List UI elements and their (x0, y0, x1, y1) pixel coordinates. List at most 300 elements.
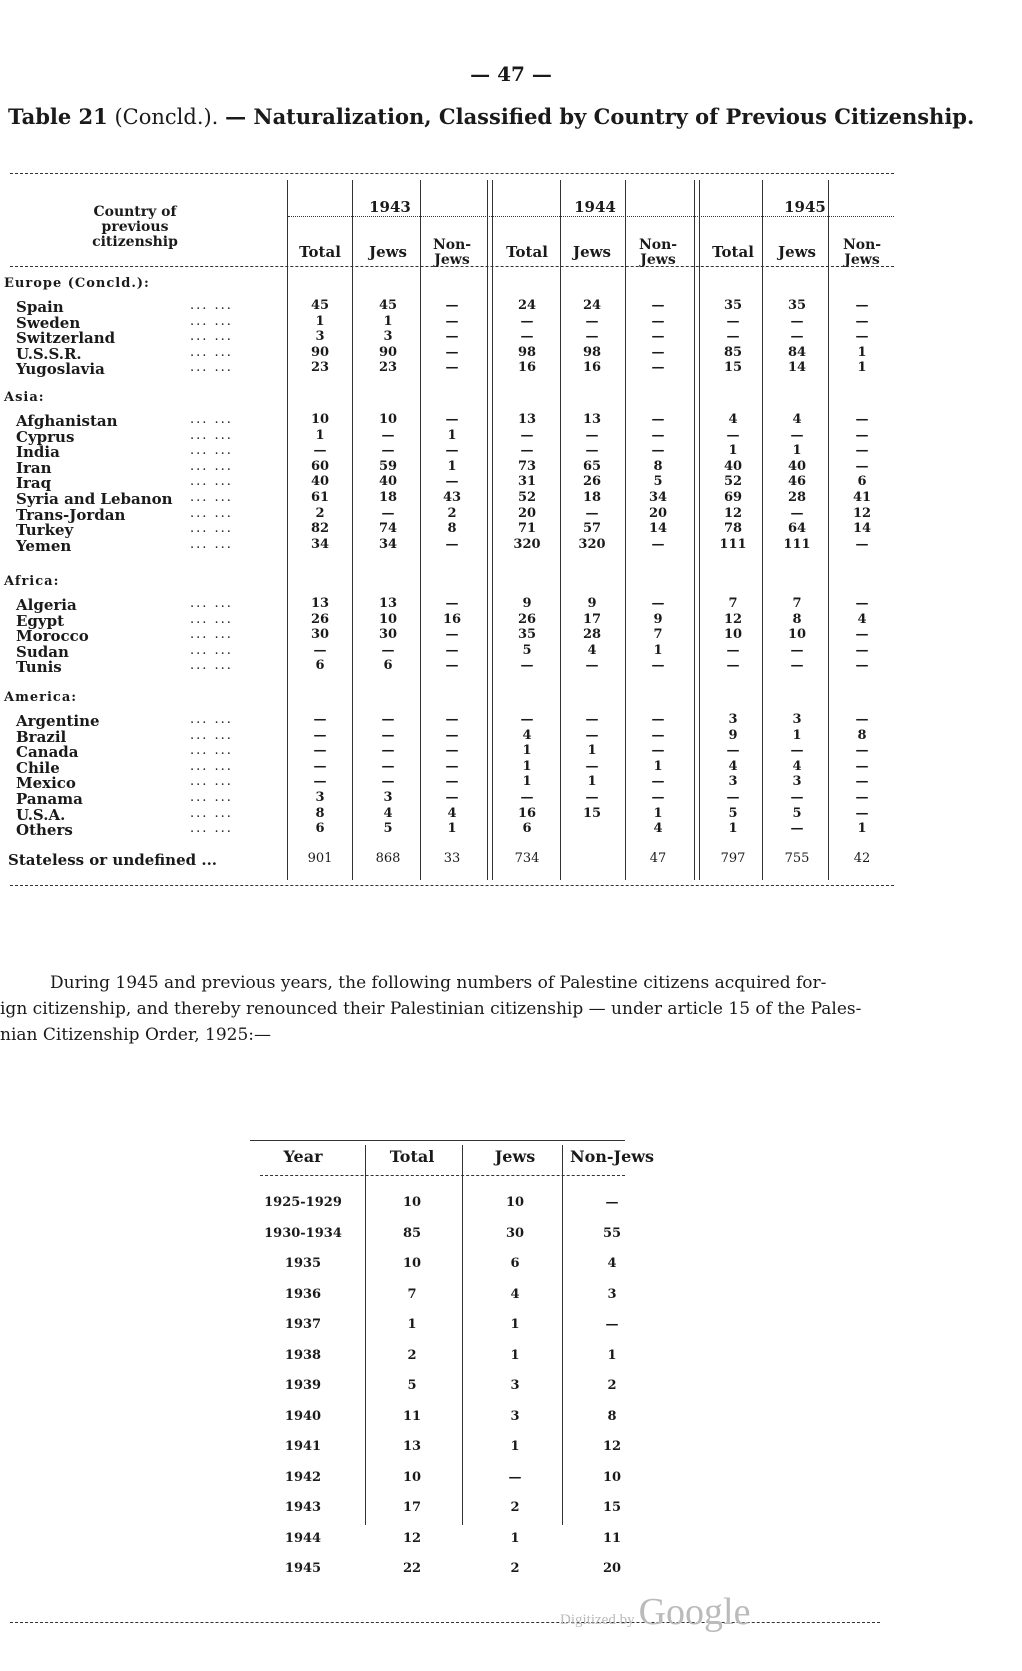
table-cell: — (855, 412, 869, 427)
paragraph-line: ign citizenship, and thereby renounced their Palestinian citizenship — under article 15 of the Pales- (0, 999, 862, 1019)
country-name: Argentine (16, 712, 100, 730)
table-cell: — (651, 298, 665, 313)
country-name: Yugoslavia (16, 360, 105, 379)
country-name: Others (16, 821, 73, 840)
table-cell: — (855, 627, 869, 643)
region-label: Africa: (4, 574, 60, 589)
country-name: Cyprus (16, 427, 75, 446)
table-cell: 12 (852, 505, 872, 521)
table-cell: — (790, 505, 804, 521)
table-cell: 45 (310, 298, 330, 313)
table-cell: — (855, 712, 869, 727)
table2-cell: 17 (402, 1500, 422, 1515)
table-cell: — (651, 790, 665, 805)
table-cell: 6 (522, 821, 532, 837)
table-cell: 24 (517, 298, 537, 313)
table-title (8, 104, 974, 129)
table-cell: 1 (792, 727, 802, 743)
table-cell: 901 (307, 851, 333, 866)
column-divider (625, 180, 626, 880)
table-cell: — (445, 360, 459, 376)
table-cell: — (790, 427, 804, 443)
table2-cell: 20 (602, 1561, 622, 1576)
table2-header: Jews (494, 1147, 536, 1166)
table-cell: — (726, 427, 740, 443)
table-cell: 755 (784, 851, 810, 866)
table1-top-rule (10, 173, 894, 174)
country-name: Panama (16, 790, 83, 808)
table-cell: 30 (378, 627, 398, 643)
table2-year: 1930-1934 (264, 1225, 342, 1241)
subheader-non-jews: Non- Jews (432, 237, 472, 268)
table-cell: — (585, 505, 599, 521)
table2-cell: — (508, 1469, 522, 1485)
table-cell: 35 (787, 298, 807, 313)
country-name: Brazil (16, 727, 67, 746)
column-divider (365, 1145, 366, 1525)
table2-cell: 5 (407, 1378, 417, 1393)
table-cell: 18 (582, 490, 602, 505)
table1-bottom-rule (10, 885, 894, 886)
table-cell: 71 (517, 521, 537, 537)
watermark-small: Digitized by (560, 1612, 635, 1628)
table-cell: — (855, 536, 869, 552)
table-cell: 4 (728, 758, 738, 774)
table-cell: 12 (723, 611, 743, 627)
table-cell: 26 (310, 611, 330, 627)
table-cell: 14 (852, 521, 872, 537)
table-cell: — (445, 412, 459, 427)
table-cell: — (381, 774, 395, 790)
table-cell: — (651, 712, 665, 727)
table-cell: 74 (378, 521, 398, 537)
table-cell: 1 (857, 360, 867, 376)
table-cell: 1 (447, 458, 457, 474)
leader-dots: ... ... (190, 642, 233, 658)
table-cell: — (520, 313, 534, 329)
table-cell: 13 (378, 596, 398, 611)
table-cell: — (651, 743, 665, 759)
table2-cell: 11 (402, 1408, 422, 1424)
table2-year: 1945 (284, 1561, 322, 1576)
table-cell: — (313, 443, 327, 459)
country-name: Chile (16, 758, 60, 777)
table2-cell: 2 (510, 1561, 520, 1576)
table-cell: — (520, 427, 534, 443)
table-cell: — (651, 774, 665, 790)
table-cell: 42 (853, 851, 871, 866)
table2-cell: 1 (510, 1347, 520, 1363)
leader-dots: ... ... (190, 443, 233, 459)
table2-year: 1937 (284, 1317, 322, 1332)
column-divider (287, 180, 288, 880)
table-cell: 10 (723, 627, 743, 643)
table2-year: 1938 (284, 1347, 322, 1363)
year-header-1943: 1943 (369, 198, 411, 216)
leader-dots: ... ... (190, 360, 233, 376)
table-cell: — (855, 743, 869, 759)
table-cell: 2 (447, 505, 457, 521)
country-name: Morocco (16, 627, 89, 646)
table2-cell: 13 (402, 1439, 422, 1454)
table2-cell: 1 (407, 1317, 417, 1332)
table-cell: 4 (587, 642, 597, 658)
table2-header: Total (389, 1147, 435, 1166)
country-name: Egypt (16, 611, 65, 630)
table-cell: 13 (517, 412, 537, 427)
table-cell: 18 (378, 490, 398, 505)
table-cell: — (855, 642, 869, 658)
table-cell: 57 (582, 521, 602, 537)
table2-header: Year (283, 1147, 323, 1166)
subheader-jews: Jews (573, 243, 611, 261)
table-cell: — (445, 344, 459, 360)
table-cell: — (651, 313, 665, 329)
table-cell: 8 (447, 521, 457, 537)
leader-dots: ... ... (190, 712, 233, 727)
table-cell: 1 (522, 774, 532, 790)
table-cell: — (726, 313, 740, 329)
table-cell: — (790, 743, 804, 759)
leader-dots: ... ... (190, 805, 233, 821)
table-caption: — Naturalization, Classified by Country of Previous Citizenship. (225, 104, 975, 129)
table-cell: — (445, 298, 459, 313)
leader-dots: ... ... (190, 329, 233, 345)
leader-dots: ... ... (190, 505, 233, 521)
table-cell: 6 (315, 821, 325, 837)
country-header (70, 205, 200, 250)
table-cell: 73 (517, 458, 537, 474)
table-cell: — (855, 774, 869, 790)
table-cell: — (445, 596, 459, 611)
table-cell: 16 (517, 360, 537, 376)
table2-cell: 1 (510, 1530, 520, 1546)
leader-dots: ... ... (190, 727, 233, 743)
table-cell: 40 (310, 474, 330, 490)
table-cell: 5 (653, 474, 663, 490)
table-cell: — (855, 658, 869, 674)
watermark-big: Google (638, 1591, 751, 1633)
table-cell: 1 (653, 758, 663, 774)
table-cell: 10 (378, 611, 398, 627)
country-name: India (16, 443, 60, 462)
table-cell: — (445, 443, 459, 459)
table2-year: 1944 (284, 1530, 322, 1546)
table-cell: — (313, 642, 327, 658)
leader-dots: ... ... (190, 474, 233, 490)
table-cell: 9 (653, 611, 663, 627)
subheader-non-jews: Non- Jews (842, 237, 882, 268)
table-cell: — (726, 658, 740, 674)
table-cell: 23 (378, 360, 398, 376)
stateless-label: Stateless or undefined ... (8, 851, 218, 869)
leader-dots: ... ... (190, 412, 233, 427)
table-cell: 8 (792, 611, 802, 627)
table-cell: 40 (723, 458, 743, 474)
table-cell: 35 (723, 298, 743, 313)
country-name: Tunis (16, 658, 62, 677)
table-cell: — (445, 642, 459, 658)
table-cell: — (651, 344, 665, 360)
table-cell: — (855, 805, 869, 821)
table-cell: 35 (517, 627, 537, 643)
table-cell: — (585, 427, 599, 443)
subheader-total: Total (506, 243, 548, 261)
table-cell: — (790, 821, 804, 837)
table-cell: — (313, 727, 327, 743)
table-cell: 23 (310, 360, 330, 376)
table-cell: — (313, 774, 327, 790)
table-cell: 1 (653, 642, 663, 658)
table-cell: — (855, 790, 869, 805)
table-cell: — (790, 658, 804, 674)
page-number: — 47 — (470, 62, 552, 86)
leader-dots: ... ... (190, 627, 233, 643)
column-divider (828, 180, 829, 880)
table2-cell: 2 (510, 1500, 520, 1515)
subheader-non-jews: Non- Jews (638, 237, 678, 268)
table-cell: 1 (315, 427, 325, 443)
column-divider (462, 1145, 463, 1525)
google-watermark (560, 1590, 750, 1634)
table-cell: 1 (728, 443, 738, 459)
table-cell: — (381, 758, 395, 774)
column-divider (420, 180, 421, 880)
table-cell: — (445, 758, 459, 774)
table-cell: 111 (719, 536, 747, 552)
table-cell: 4 (728, 412, 738, 427)
country-header-line: Country of (93, 204, 177, 220)
table-cell: — (381, 443, 395, 459)
table2-cell: 30 (505, 1225, 525, 1241)
table-concld: (Concld.). (114, 105, 219, 129)
table-cell: 82 (310, 521, 330, 537)
table-cell: 8 (653, 458, 663, 474)
table-cell: — (651, 536, 665, 552)
table-cell: 9 (587, 596, 597, 611)
table-cell: — (381, 727, 395, 743)
table-cell: 78 (723, 521, 743, 537)
table2-cell: 85 (402, 1225, 422, 1241)
table-cell: 13 (582, 412, 602, 427)
table-cell: 734 (514, 851, 540, 866)
table-cell: 14 (648, 521, 668, 537)
table-cell: — (381, 743, 395, 759)
column-divider (352, 180, 353, 880)
table-cell: 7 (653, 627, 663, 643)
table-cell: — (855, 329, 869, 345)
leader-dots: ... ... (190, 458, 233, 474)
table2-cell: 3 (510, 1378, 520, 1393)
table-cell: — (520, 443, 534, 459)
table-cell: 98 (517, 344, 537, 360)
table-cell: 1 (587, 743, 597, 759)
table-cell: 15 (582, 805, 602, 821)
table2-cell: 7 (407, 1286, 417, 1302)
table-cell: 1 (522, 743, 532, 759)
table-cell: — (651, 658, 665, 674)
table-cell: 1 (653, 805, 663, 821)
table-cell: 98 (582, 344, 602, 360)
table-cell: 46 (787, 474, 807, 490)
table-cell: 40 (378, 474, 398, 490)
table2-header-rule (260, 1175, 625, 1176)
table-cell: 10 (378, 412, 398, 427)
table-cell: — (445, 627, 459, 643)
column-divider (694, 180, 695, 880)
table-cell: 1 (587, 774, 597, 790)
year-header-1945: 1945 (784, 198, 826, 216)
table-cell: — (790, 790, 804, 805)
table-cell: 5 (522, 642, 532, 658)
table-cell: — (445, 712, 459, 727)
table-cell: 64 (787, 521, 807, 537)
table-cell: 4 (383, 805, 393, 821)
table-cell: — (445, 313, 459, 329)
table-cell: 1 (315, 313, 325, 329)
table-cell: 45 (378, 298, 398, 313)
table-cell: 797 (720, 851, 746, 866)
table-cell: — (520, 790, 534, 805)
table-cell: 40 (787, 458, 807, 474)
table-cell: 14 (787, 360, 807, 376)
column-divider (560, 180, 561, 880)
table-cell: 41 (852, 490, 872, 505)
table2-cell: 11 (602, 1530, 622, 1546)
table-cell: 26 (517, 611, 537, 627)
table-cell: 1 (728, 821, 738, 837)
table-cell: — (445, 536, 459, 552)
table-cell: 17 (582, 611, 602, 627)
table-cell: 52 (517, 490, 537, 505)
table-cell: 30 (310, 627, 330, 643)
table-cell: 69 (723, 490, 743, 505)
table-cell: 5 (792, 805, 802, 821)
country-name: Turkey (16, 521, 74, 540)
table-cell: — (651, 727, 665, 743)
table-cell: 16 (517, 805, 537, 821)
table-cell: 1 (857, 821, 867, 837)
table2-year: 1942 (284, 1469, 322, 1485)
table-cell: 31 (517, 474, 537, 490)
leader-dots: ... ... (190, 427, 233, 443)
country-name: Algeria (16, 596, 77, 614)
table2-year: 1936 (284, 1286, 322, 1302)
table-cell: — (726, 329, 740, 345)
table-cell: — (445, 474, 459, 490)
table-cell: — (855, 427, 869, 443)
table-cell: 1 (522, 758, 532, 774)
table-cell: 2 (315, 505, 325, 521)
table-cell: 15 (723, 360, 743, 376)
column-divider (699, 180, 700, 880)
table-cell: 5 (728, 805, 738, 821)
table-cell: 34 (648, 490, 668, 505)
table-cell: — (651, 412, 665, 427)
table-cell: — (313, 712, 327, 727)
table2-cell: 8 (607, 1408, 617, 1424)
table2-cell: 10 (505, 1195, 525, 1210)
table2-cell: 12 (402, 1530, 422, 1546)
table-cell: 3 (315, 790, 325, 805)
country-header-line: previous (101, 219, 169, 235)
table-cell: 65 (582, 458, 602, 474)
subheader-total: Total (712, 243, 754, 261)
paragraph-line: nian Citizenship Order, 1925:— (0, 1025, 272, 1045)
table2-year: 1943 (284, 1500, 322, 1515)
country-name: Switzerland (16, 329, 116, 348)
table-cell: 3 (792, 774, 802, 790)
table-cell: — (445, 790, 459, 805)
table-cell: — (520, 329, 534, 345)
table-cell: 20 (648, 505, 668, 521)
table2-cell: 3 (607, 1286, 617, 1302)
table-cell: 6 (383, 658, 393, 674)
table-cell: — (313, 758, 327, 774)
country-name: Sweden (16, 313, 81, 332)
table-cell: 1 (383, 313, 393, 329)
table-cell: — (790, 329, 804, 345)
table-cell: 868 (375, 851, 401, 866)
table-cell: — (445, 743, 459, 759)
region-label: Europe (Concld.): (4, 276, 150, 291)
table-cell: — (790, 313, 804, 329)
table2-cell: 1 (510, 1317, 520, 1332)
table-cell: — (445, 658, 459, 674)
table2-year: 1940 (284, 1408, 322, 1424)
table2-cell: 10 (402, 1195, 422, 1210)
table2-cell: 1 (607, 1347, 617, 1363)
table2-cell: — (605, 1317, 619, 1332)
table-cell: — (790, 642, 804, 658)
country-header-line: citizenship (92, 234, 178, 250)
table-cell: 43 (442, 490, 462, 505)
table-cell: 10 (787, 627, 807, 643)
table-cell: 16 (582, 360, 602, 376)
table-cell: 3 (383, 329, 393, 345)
table-cell: 320 (513, 536, 541, 552)
table-cell: — (651, 360, 665, 376)
table-cell: 111 (783, 536, 811, 552)
column-divider (492, 180, 493, 880)
table2-cell: 10 (602, 1469, 622, 1485)
table2-top-rule (250, 1140, 625, 1141)
table2-cell: 2 (407, 1347, 417, 1363)
country-name: Mexico (16, 774, 76, 793)
country-name: U.S.S.R. (16, 344, 82, 363)
table-cell: 3 (792, 712, 802, 727)
table2-cell: 3 (510, 1408, 520, 1424)
leader-dots: ... ... (190, 758, 233, 774)
leader-dots: ... ... (190, 774, 233, 790)
table-cell: 1 (792, 443, 802, 459)
table-cell: — (313, 743, 327, 759)
table-cell: 4 (792, 412, 802, 427)
table-cell: — (726, 642, 740, 658)
table-cell: 7 (728, 596, 738, 611)
table2-year: 1925-1929 (264, 1195, 342, 1210)
table-cell: 85 (723, 344, 743, 360)
table-cell: — (520, 712, 534, 727)
table-cell: 5 (383, 821, 393, 837)
country-name: Afghanistan (16, 412, 118, 430)
table-cell: 90 (310, 344, 330, 360)
leader-dots: ... ... (190, 344, 233, 360)
table-cell: 7 (792, 596, 802, 611)
leader-dots: ... ... (190, 821, 233, 837)
table-cell: 1 (447, 427, 457, 443)
table-cell: 13 (310, 596, 330, 611)
